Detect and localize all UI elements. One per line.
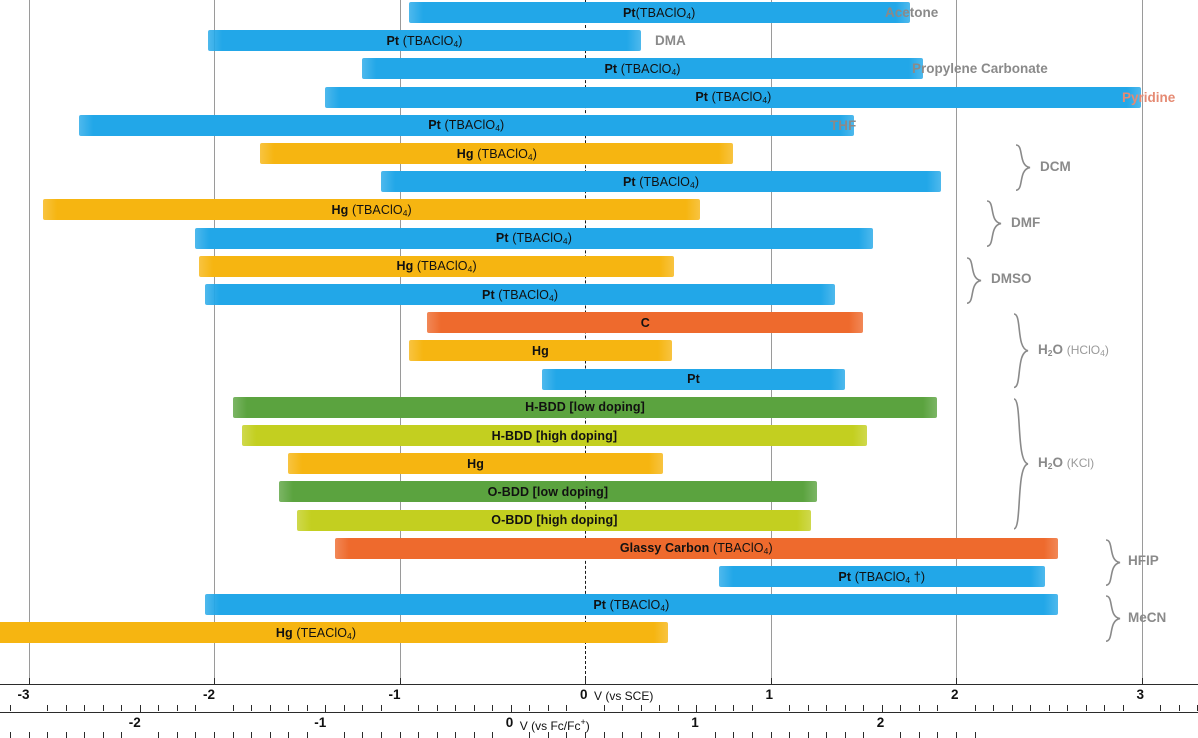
secondary-axis-tick-label: 2 <box>876 715 885 730</box>
bar-label: H-BDD [high doping] <box>491 428 618 443</box>
secondary-axis-minor-tick <box>158 732 159 738</box>
secondary-axis-minor-tick <box>177 732 178 738</box>
secondary-axis-minor-tick <box>29 732 30 738</box>
solvent-label: MeCN <box>1128 609 1167 625</box>
solvent-label: DMSO <box>991 271 1032 287</box>
bar-row <box>208 30 640 51</box>
primary-axis-tick-label: 2 <box>951 687 959 702</box>
secondary-axis-tick-label: 0 <box>505 715 514 730</box>
secondary-axis-minor-tick <box>752 732 753 738</box>
solvent-brace <box>1012 398 1030 530</box>
secondary-axis-minor-tick <box>455 732 456 738</box>
primary-axis-minor-tick <box>1012 705 1013 711</box>
bar-row <box>233 397 938 418</box>
primary-axis-minor-tick <box>826 705 827 711</box>
primary-axis-minor-tick <box>121 705 122 711</box>
secondary-axis-minor-tick <box>789 732 790 738</box>
secondary-axis-minor-tick <box>492 732 493 738</box>
primary-axis-minor-tick <box>641 705 642 711</box>
primary-axis-minor-tick <box>177 705 178 711</box>
solvent-brace <box>1104 539 1122 586</box>
primary-axis-minor-tick <box>418 705 419 711</box>
secondary-axis-minor-tick <box>622 732 623 738</box>
primary-axis-tick-label: 3 <box>1136 687 1145 702</box>
secondary-axis-minor-tick <box>195 732 196 738</box>
primary-axis-minor-tick <box>678 705 679 711</box>
primary-axis-minor-tick <box>937 705 938 711</box>
bar-label: O-BDD [low doping] <box>487 484 609 499</box>
bar-label: Pt (TBAClO$_4$) <box>428 118 505 134</box>
primary-axis-minor-tick <box>752 705 753 711</box>
primary-axis-minor-tick <box>529 705 530 711</box>
bar-label: Hg <box>467 456 484 471</box>
bar-row <box>362 58 922 79</box>
primary-axis-tick-label: 0 <box>580 687 588 702</box>
secondary-axis-minor-tick <box>659 732 660 738</box>
solvent-brace <box>1014 144 1032 191</box>
secondary-axis-minor-tick <box>121 732 122 738</box>
solvent-label: Acetone <box>885 5 939 20</box>
primary-axis-tick <box>585 678 586 684</box>
bar-label: Pt (TBAClO$_4$) <box>482 287 559 303</box>
primary-axis-name: V (vs SCE) <box>594 689 654 703</box>
primary-axis-tick <box>29 678 30 684</box>
primary-axis-tick <box>956 678 957 684</box>
secondary-axis-minor-tick <box>678 732 679 738</box>
bar-row <box>260 143 733 164</box>
solvent-label: Propylene Carbonate <box>912 61 1048 77</box>
bar-row <box>335 538 1058 559</box>
bar-row <box>79 115 857 136</box>
primary-axis-minor-tick <box>195 705 196 711</box>
secondary-axis-tick <box>140 706 141 712</box>
secondary-axis-minor-tick <box>771 732 772 738</box>
primary-axis-minor-tick <box>474 705 475 711</box>
solvent-label: HFIP <box>1128 553 1159 569</box>
primary-axis-minor-tick <box>362 705 363 711</box>
solvent-brace <box>985 200 1003 247</box>
secondary-axis-minor-tick <box>900 732 901 738</box>
secondary-axis-minor-tick <box>66 732 67 738</box>
secondary-axis-minor-tick <box>344 732 345 738</box>
bar-row <box>427 312 863 333</box>
secondary-axis-minor-tick <box>251 732 252 738</box>
primary-axis-minor-tick <box>1104 705 1105 711</box>
primary-axis-minor-tick <box>233 705 234 711</box>
bar-label: Pt (TBAClO$_4$) <box>495 231 572 247</box>
primary-axis-minor-tick <box>845 705 846 711</box>
primary-axis-minor-tick <box>492 705 493 711</box>
bar-row <box>719 566 1045 587</box>
bar-label: Pt (TBAClO$_4$) <box>695 90 772 106</box>
bar-label: Pt (TBAClO$_4$) <box>386 33 463 49</box>
secondary-axis-tick <box>882 706 883 712</box>
bar-label: Hg (TBAClO$_4$) <box>331 202 412 218</box>
solvent-label: $H_2O$ (KCl) <box>1038 454 1095 471</box>
secondary-axis-minor-tick <box>233 732 234 738</box>
primary-axis-minor-tick <box>158 705 159 711</box>
secondary-axis-minor-tick <box>84 732 85 738</box>
bar-label: Glassy Carbon (TBAClO$_4$) <box>619 541 773 557</box>
primary-axis-minor-tick <box>715 705 716 711</box>
bar-row <box>199 256 674 277</box>
bar-row <box>542 369 844 390</box>
primary-axis-tick <box>1142 678 1143 684</box>
secondary-axis-tick <box>696 706 697 712</box>
secondary-axis-minor-tick <box>863 732 864 738</box>
secondary-axis-minor-tick <box>919 732 920 738</box>
primary-axis-tick-label: -3 <box>17 687 30 702</box>
bar-label: Hg (TEAClO$_4$) <box>275 625 357 641</box>
gridline--2 <box>214 0 215 684</box>
secondary-axis-minor-tick <box>808 732 809 738</box>
primary-axis-minor-tick <box>622 705 623 711</box>
primary-axis-minor-tick <box>84 705 85 711</box>
primary-axis-minor-tick <box>604 705 605 711</box>
bar-row <box>242 425 867 446</box>
secondary-axis-minor-tick <box>400 732 401 738</box>
primary-axis-line <box>0 684 1198 685</box>
secondary-axis-minor-tick <box>956 732 957 738</box>
primary-axis-minor-tick <box>1030 705 1031 711</box>
primary-axis-minor-tick <box>288 705 289 711</box>
primary-axis-minor-tick <box>270 705 271 711</box>
solvent-label: DMF <box>1011 215 1041 230</box>
secondary-axis-minor-tick <box>418 732 419 738</box>
bar-row <box>195 228 872 249</box>
primary-axis-minor-tick <box>1179 705 1180 711</box>
bar-label: O-BDD [high doping] <box>491 513 618 528</box>
primary-axis-minor-tick <box>10 705 11 711</box>
solvent-brace <box>1012 313 1030 388</box>
primary-axis-minor-tick <box>659 705 660 711</box>
bar-row <box>381 171 941 192</box>
secondary-axis-minor-tick <box>845 732 846 738</box>
primary-axis-minor-tick <box>1123 705 1124 711</box>
secondary-axis-minor-tick <box>214 732 215 738</box>
solvent-brace <box>965 257 983 304</box>
primary-axis-tick <box>771 678 772 684</box>
primary-axis-minor-tick <box>548 705 549 711</box>
bar-label: H-BDD [low doping] <box>525 400 645 415</box>
bar-row <box>0 622 668 643</box>
primary-axis-minor-tick <box>863 705 864 711</box>
primary-axis-minor-tick <box>1067 705 1068 711</box>
bar-row <box>43 199 700 220</box>
bar-row <box>409 340 672 361</box>
secondary-axis-minor-tick <box>47 732 48 738</box>
secondary-axis-minor-tick <box>733 732 734 738</box>
solvent-label: DCM <box>1040 158 1071 174</box>
secondary-axis-tick-label: 1 <box>691 715 699 730</box>
bar-row <box>288 453 663 474</box>
secondary-axis-minor-tick <box>437 732 438 738</box>
secondary-axis-minor-tick <box>381 732 382 738</box>
solvent-brace <box>1104 595 1122 642</box>
bar-label: Pt(TBAClO$_4$) <box>622 5 696 21</box>
bar-row <box>409 2 910 23</box>
primary-axis-minor-tick <box>993 705 994 711</box>
secondary-axis-minor-tick <box>641 732 642 738</box>
primary-axis-minor-tick <box>455 705 456 711</box>
primary-axis-tick-label: -2 <box>203 687 216 702</box>
primary-axis-minor-tick <box>66 705 67 711</box>
primary-axis-minor-tick <box>900 705 901 711</box>
primary-axis-minor-tick <box>251 705 252 711</box>
primary-axis-tick-label: -1 <box>388 687 401 702</box>
secondary-axis-tick <box>511 706 512 712</box>
primary-axis-minor-tick <box>1160 705 1161 711</box>
bar-row <box>205 284 836 305</box>
secondary-axis-tick-label: -1 <box>314 715 327 730</box>
primary-axis-minor-tick <box>344 705 345 711</box>
secondary-axis-minor-tick <box>307 732 308 738</box>
primary-axis-minor-tick <box>103 705 104 711</box>
bar-label: Hg <box>532 343 549 358</box>
primary-axis-minor-tick <box>733 705 734 711</box>
primary-axis-tick-label: 1 <box>765 687 774 702</box>
primary-axis-minor-tick <box>808 705 809 711</box>
bar-label: Pt (TBAClO$_4$) <box>623 174 700 190</box>
primary-axis-minor-tick <box>1049 705 1050 711</box>
secondary-axis-minor-tick <box>937 732 938 738</box>
primary-axis-minor-tick <box>1086 705 1087 711</box>
secondary-axis-tick-label: -2 <box>128 715 141 730</box>
bar-label: Pt (TBAClO$_4$ †) <box>838 569 926 585</box>
primary-axis-tick <box>214 678 215 684</box>
secondary-axis-minor-tick <box>715 732 716 738</box>
secondary-axis-minor-tick <box>975 732 976 738</box>
secondary-axis-minor-tick <box>288 732 289 738</box>
solvent-label: $H_2O$ (HClO$_4$) <box>1038 341 1109 358</box>
secondary-axis-name: V (vs Fc/Fc+) <box>519 717 590 733</box>
bar-label: C <box>640 315 650 330</box>
primary-axis-minor-tick <box>381 705 382 711</box>
solvent-label: Pyridine <box>1122 89 1176 105</box>
bar-row <box>297 510 811 531</box>
bar-row <box>279 481 817 502</box>
bar-label: Pt (TBAClO$_4$) <box>593 597 670 613</box>
gridline--3 <box>29 0 30 684</box>
secondary-axis-minor-tick <box>826 732 827 738</box>
bar-row <box>325 87 1141 108</box>
bar-label: Hg (TBAClO$_4$) <box>396 259 477 275</box>
bar-label: Pt (TBAClO$_4$) <box>604 61 681 77</box>
bar-label: Hg (TBAClO$_4$) <box>456 146 537 162</box>
primary-axis-tick <box>400 678 401 684</box>
secondary-axis-tick <box>325 706 326 712</box>
secondary-axis-minor-tick <box>10 732 11 738</box>
secondary-axis-line <box>0 712 1198 713</box>
primary-axis-minor-tick <box>975 705 976 711</box>
primary-axis-minor-tick <box>919 705 920 711</box>
bar-label: Pt <box>687 372 700 387</box>
secondary-axis-minor-tick <box>362 732 363 738</box>
secondary-axis-minor-tick <box>474 732 475 738</box>
primary-axis-minor-tick <box>307 705 308 711</box>
primary-axis-minor-tick <box>437 705 438 711</box>
primary-axis-minor-tick <box>47 705 48 711</box>
primary-axis-minor-tick <box>566 705 567 711</box>
bar-row <box>205 594 1058 615</box>
secondary-axis-minor-tick <box>604 732 605 738</box>
secondary-axis-minor-tick <box>270 732 271 738</box>
solvent-label: THF <box>830 117 857 133</box>
solvent-label: DMA <box>655 33 686 49</box>
primary-axis-minor-tick <box>789 705 790 711</box>
secondary-axis-minor-tick <box>103 732 104 738</box>
